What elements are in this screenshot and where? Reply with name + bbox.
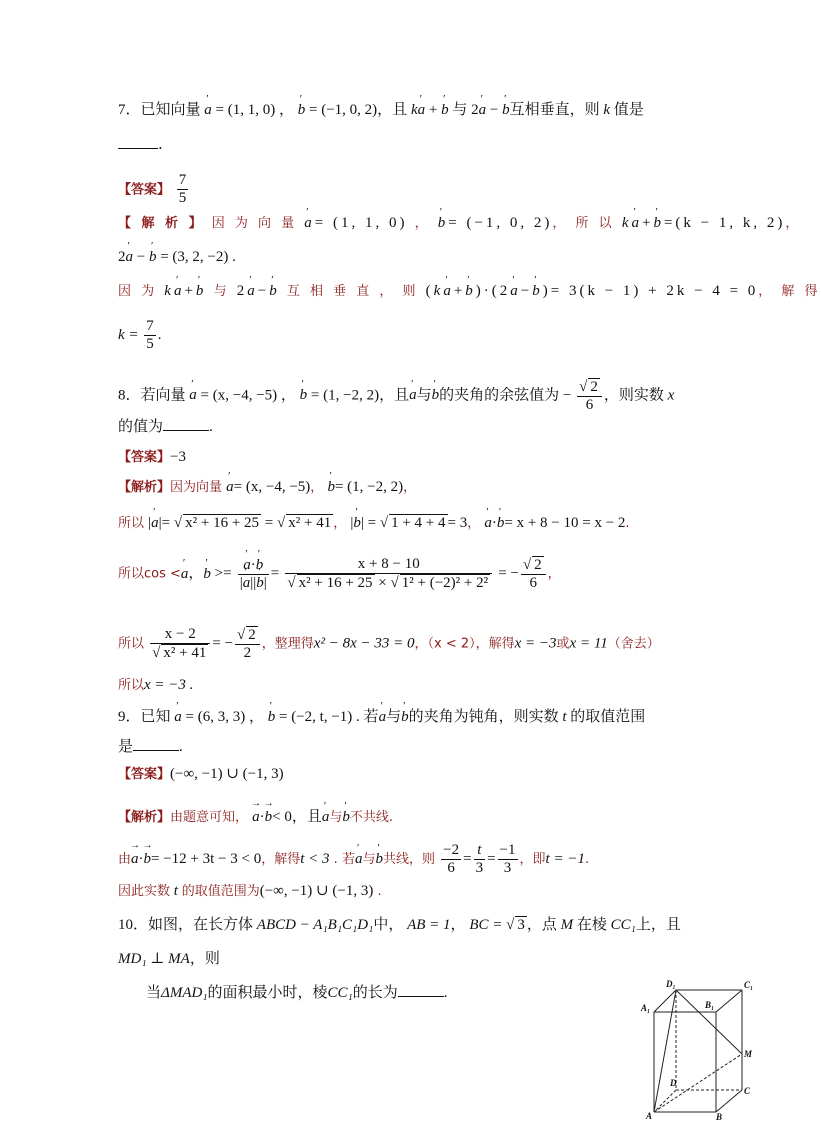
q8-analysis-line1: 【解析】因为向量 ʹ a= (x, −4, −5)， ʹ b= (1, −2, 2)， (118, 476, 416, 499)
q8-stem-line2: 的值为 . (118, 416, 213, 438)
edge-C1B1 (716, 990, 742, 1012)
q8-analysis-line4: 所以 $\frac{x - 2}{\text{√ x² + 41}}$ = − $\frac{√ 2}{2}$ ，整理得x² − 8x − 33 = 0，（x < 2），解得x = −3或x = 11（舍去） (118, 626, 660, 661)
label-D1: D₁ (666, 979, 676, 989)
cuboid-figure (638, 980, 758, 1120)
label-B: B (716, 1112, 723, 1122)
label-A: A (646, 1111, 653, 1121)
q7-number: 7． (118, 102, 141, 118)
label-A1: A₁ (641, 1003, 651, 1013)
q8-number: 8． (118, 387, 141, 404)
q9-answer: 【答案】(−∞, −1) ∪ (−1, 3) (118, 766, 284, 782)
q7-answer: 【答案】 $\frac{7}{5}$ (118, 172, 187, 206)
q8-analysis-line5: 所以x = −3 . (118, 677, 194, 693)
q10-stem-line2: MD₁ ⊥ MA，则 (118, 951, 220, 967)
q9-analysis-line2: 由→ a·→ b= −12 + 3t − 3 < 0，解得t < 3 . 若ʹ a与ʹ b共线，则 $\frac{-2}{6}$ = $\frac{t}{3}$ = $\frac{-1}{3}$ ，即t = −1. (118, 842, 589, 877)
q10-stem-line3: 当ΔMAD₁的面积最小时，棱CC₁的长为 . (146, 982, 448, 1004)
q8-analysis-line3: 所以cos <ʹ a，ʹ b >= ʹ $\frac{\text{a·ʹ b}}{\text{|ʹ a||ʹ b|}}$ = $\frac{x + 8 - 10}{\text{√ x² + 16 + 25 × √ 1² + (−2)² + 2²}}$ = − $\frac{√ 2}{6}$ ， (118, 556, 561, 592)
q8-answer: 【答案】−3 (118, 449, 186, 465)
q9-stem-line2: 是 . (118, 736, 183, 758)
q8-answer-value: −3 (170, 449, 186, 465)
q7-answer-fraction: $\frac{7}{5}$ (178, 172, 187, 206)
label-B1: B₁ (705, 1000, 715, 1010)
label-C1: C₁ (744, 980, 754, 990)
q9-answer-value: (−∞, −1) ∪ (−1, 3) (170, 766, 284, 782)
segment-AM (654, 1054, 742, 1112)
label-M: M (744, 1049, 753, 1059)
label-C: C (744, 1086, 751, 1096)
q9-analysis-line1: 【解析】由题意可知， → a·→ b< 0，且ʹ a与ʹ b不共线. (118, 806, 393, 829)
edge-BC (716, 1090, 742, 1112)
q9-number: 9． (118, 709, 141, 725)
q7-blank: . (118, 133, 163, 155)
q7-analysis-line3: 因 为 kʹ a+ʹ b 与 2ʹ a−ʹ b 互 相 垂 直 ， 则 (kʹ a+ʹ b)·(2ʹ a−ʹ b)= 3(k − 1) + 2k − 4 = 0， 解 得 (118, 280, 821, 303)
cuboid-diagram (638, 980, 758, 1120)
q7-analysis-line1: 【 解 析 】 因 为 向 量 ʹ a= (1, 1, 0) ， ʹ b= (−1, 0, 2)， 所 以 kʹ a+ʹ b=(k − 1, k, 2)， (118, 212, 801, 235)
label-D: D (670, 1078, 677, 1088)
q10-stem-line1: 10．如图，在长方体 ABCD − A₁B₁C₁D₁中， AB = 1， BC = √ 3 ，点 M 在棱 CC₁上，且 (118, 917, 681, 933)
q9-analysis-line3: 因此实数 t 的取值范围为(−∞, −1) ∪ (−1, 3) . (118, 883, 382, 899)
q10-number: 10． (118, 917, 149, 933)
q8-analysis-line2: 所以 |ʹ a|= √ x² + 16 + 25 = √ x² + 41 ， |ʹ b| = √ 1 + 4 + 4 = 3， ʹ a·ʹ b= x + 8 − 10 = x − 2. (118, 512, 630, 535)
q7-analysis-line2: 2ʹ a − ʹ b = (3, 2, −2) . (118, 246, 236, 268)
q8-stem-line1: 8．若向量 ʹ a = (x, −4, −5) ， ʹ b = (1, −2, 2)，且ʹ a与ʹ b的夹角的余弦值为 − $\frac{√ 2}{6}$ ，则实数 x (118, 378, 674, 414)
q9-stem-line1: 9．已知 ʹ a = (6, 3, 3) ， ʹ b = (−2, t, −1) . 若ʹ a与ʹ b的夹角为钝角，则实数 t 的取值范围 (118, 706, 645, 728)
q7-stem-line1: 7．已知向量 ʹ a = (1, 1, 0) ， ʹ b = (−1, 0, 2)，且 kʹ a + ʹ b 与 2ʹ a − ʹ b互相垂直，则 k 值是 (118, 99, 644, 121)
q7-analysis-line4: k = $\frac{7}{5}$ . (118, 318, 162, 352)
